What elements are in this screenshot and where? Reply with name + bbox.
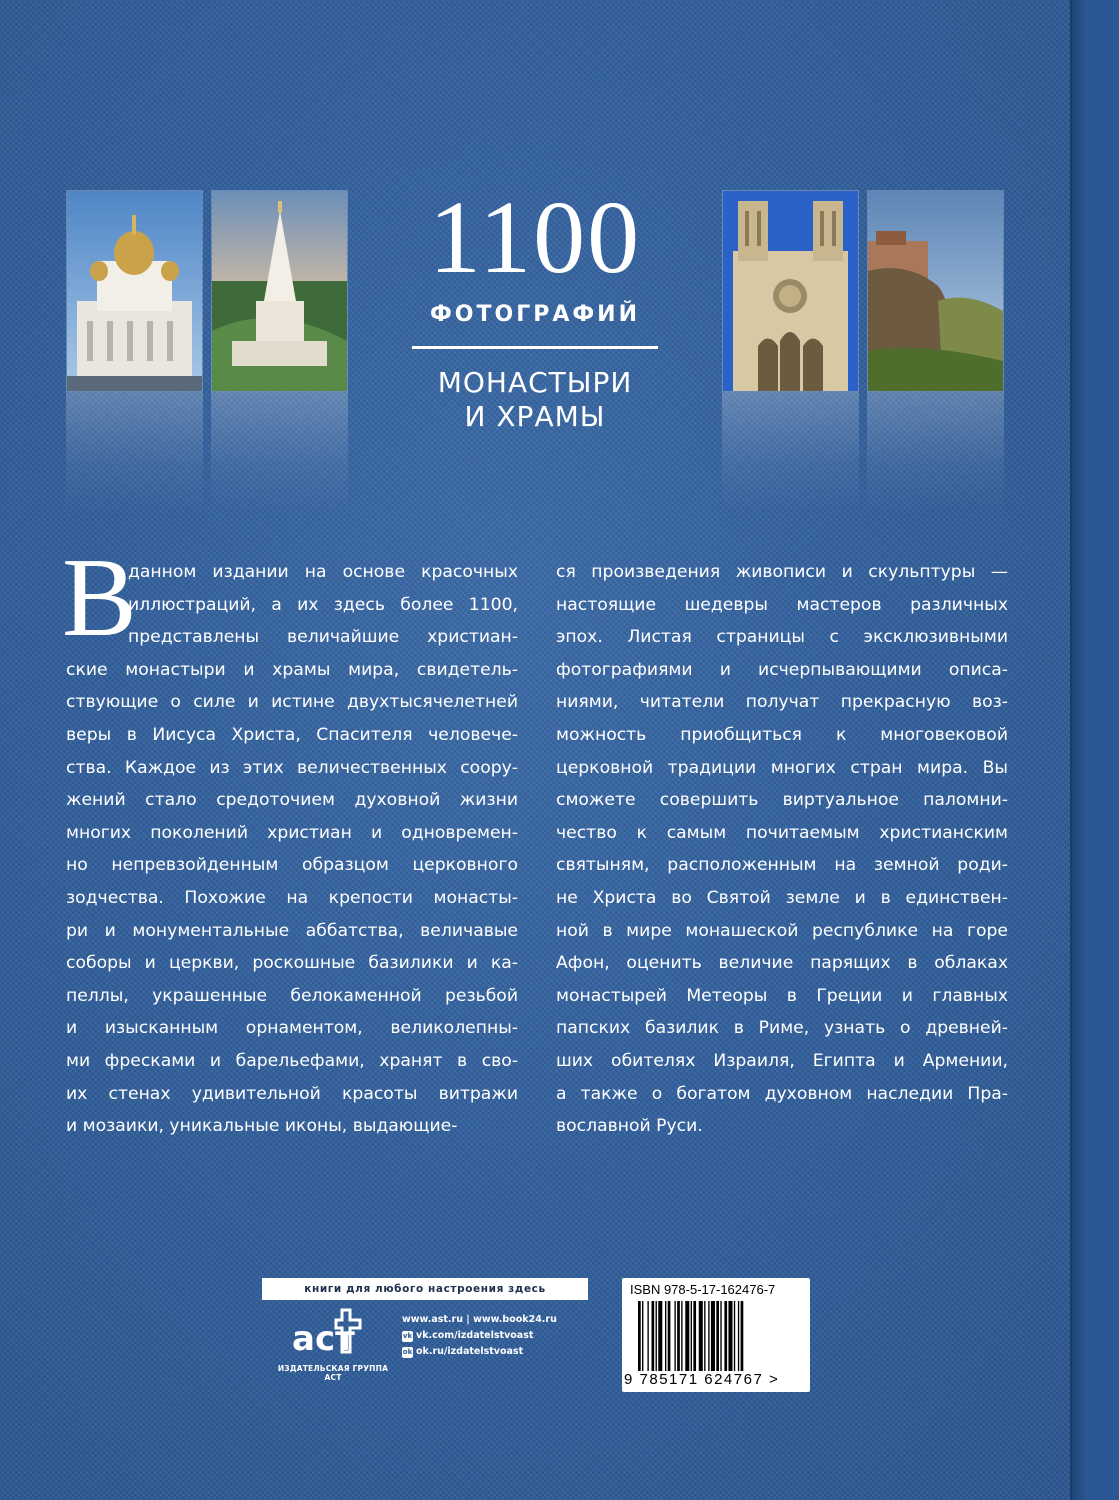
text-line: святыням, расположенным на земной роди- xyxy=(556,855,1008,876)
text-line: данном издании на основе красочных xyxy=(128,562,518,582)
text-line: иллюстраций, а их здесь более 1100, xyxy=(128,594,518,615)
text-line: ствующие о силе и истине двухтысячелетней xyxy=(66,692,518,713)
description-column-right xyxy=(556,556,1008,1143)
photo-reflection xyxy=(66,392,203,512)
publisher-name: ИЗДАТЕЛЬСКАЯ ГРУППА АСТ xyxy=(277,1364,389,1382)
text-line: жений стало средоточием духовной жизни xyxy=(66,790,518,811)
ast-logo xyxy=(290,1306,370,1358)
text-line: пеллы, украшенные белокаменной резьбой xyxy=(66,985,518,1006)
barcode xyxy=(636,1301,786,1371)
publisher-tagline: книги для любого настроения здесь xyxy=(262,1278,588,1300)
publisher-links xyxy=(402,1312,557,1360)
text-line: сможете совершить виртуальное паломни- xyxy=(556,790,1008,811)
text-line: папских базилик в Риме, узнать о древней- xyxy=(556,1018,1008,1039)
text-line: чество к самым почитаемым христианским xyxy=(556,822,1008,843)
text-line: фотографиями и исчерпывающими описа- xyxy=(556,659,1008,680)
text-line: ших обителях Израиля, Египта и Армении, xyxy=(556,1050,1008,1071)
text-line: их стенах удивительной красоты витражи xyxy=(66,1083,518,1104)
text-line: не Христа во Святой земле и в единствен- xyxy=(556,887,1008,908)
text-line: но непревзойденным образцом церковного xyxy=(66,855,518,876)
text-line: соборы и церкви, роскошные базилики и ка- xyxy=(66,953,518,974)
text-line: эпох. Листая страницы с эксклюзивными xyxy=(556,627,1008,648)
text-line: многих поколений христиан и одновремен- xyxy=(66,822,518,843)
title-divider xyxy=(412,346,658,349)
vk-row xyxy=(402,1328,557,1344)
title-category-line-1: МОНАСТЫРИ xyxy=(437,366,633,399)
drop-cap: В xyxy=(62,536,137,660)
sites-link[interactable]: www.ast.ru | www.book24.ru xyxy=(402,1314,557,1325)
photo-meteora-monastery xyxy=(867,190,1004,392)
logo-text: аст xyxy=(292,1319,355,1358)
text-line: настоящие шедевры мастеров различных xyxy=(556,594,1008,615)
title-category xyxy=(400,366,670,434)
barcode-digits: 9 785171 624767 > xyxy=(624,1371,780,1388)
photo-reflection xyxy=(211,392,348,512)
title-category-line-2: И ХРАМЫ xyxy=(464,400,606,433)
text-line: зодчества. Похожие на крепости монасты- xyxy=(66,887,518,908)
text-line: вославной Руси. xyxy=(556,1116,703,1137)
description-column-left xyxy=(66,556,518,1143)
text-line: и мозаики, уникальные иконы, выдающие- xyxy=(66,1116,458,1137)
photo-reflection xyxy=(867,392,1004,512)
text-line: ся произведения живописи и скульптуры — xyxy=(556,562,1008,582)
ok-link[interactable]: ok.ru/izdatelstvoast xyxy=(416,1346,524,1357)
isbn-label: ISBN 978-5-17-162476-7 xyxy=(630,1282,776,1297)
text-line: ские монастыри и храмы мира, свидетель- xyxy=(66,659,518,680)
text-line: церковной традиции многих стран мира. Вы xyxy=(556,757,1008,778)
text-line: веры в Иисуса Христа, Спасителя человече- xyxy=(66,724,518,745)
photo-reflection xyxy=(722,392,859,512)
text-line: ной в мире монашеской республике на горе xyxy=(556,920,1008,941)
sites-row xyxy=(402,1312,557,1328)
text-line: представлены величайшие христиан- xyxy=(128,627,518,648)
title-subtitle: ФОТОГРАФИЙ xyxy=(429,302,641,327)
title-number: 1100 xyxy=(428,180,642,295)
text-line: а также о богатом духовном наследии Пра- xyxy=(556,1083,1008,1104)
ok-icon: ok xyxy=(402,1347,413,1356)
vk-icon: vk xyxy=(402,1331,413,1340)
photo-cathedral-christ-saviour xyxy=(66,190,203,392)
text-line: ства. Каждое из этих величественных соору- xyxy=(66,757,518,778)
book-spine xyxy=(1070,0,1119,1500)
text-line: монастырей Метеоры в Греции и главных xyxy=(556,985,1008,1006)
photo-church-ascension xyxy=(211,190,348,392)
text-line: ми фресками и барельефами, хранят в сво- xyxy=(66,1050,518,1071)
ok-row xyxy=(402,1344,557,1360)
text-line: Афон, оценить величие парящих в облаках xyxy=(556,953,1008,974)
text-line: и изысканным орнаментом, великолепны- xyxy=(66,1018,518,1039)
text-line: ри и монументальные аббатства, величавые xyxy=(66,920,518,941)
photo-gothic-cathedral xyxy=(722,190,859,392)
text-line: можность приобщиться к многовековой xyxy=(556,724,1008,745)
vk-link[interactable]: vk.com/izdatelstvoast xyxy=(416,1330,534,1341)
text-line: ниями, читатели получат прекрасную воз- xyxy=(556,692,1008,713)
